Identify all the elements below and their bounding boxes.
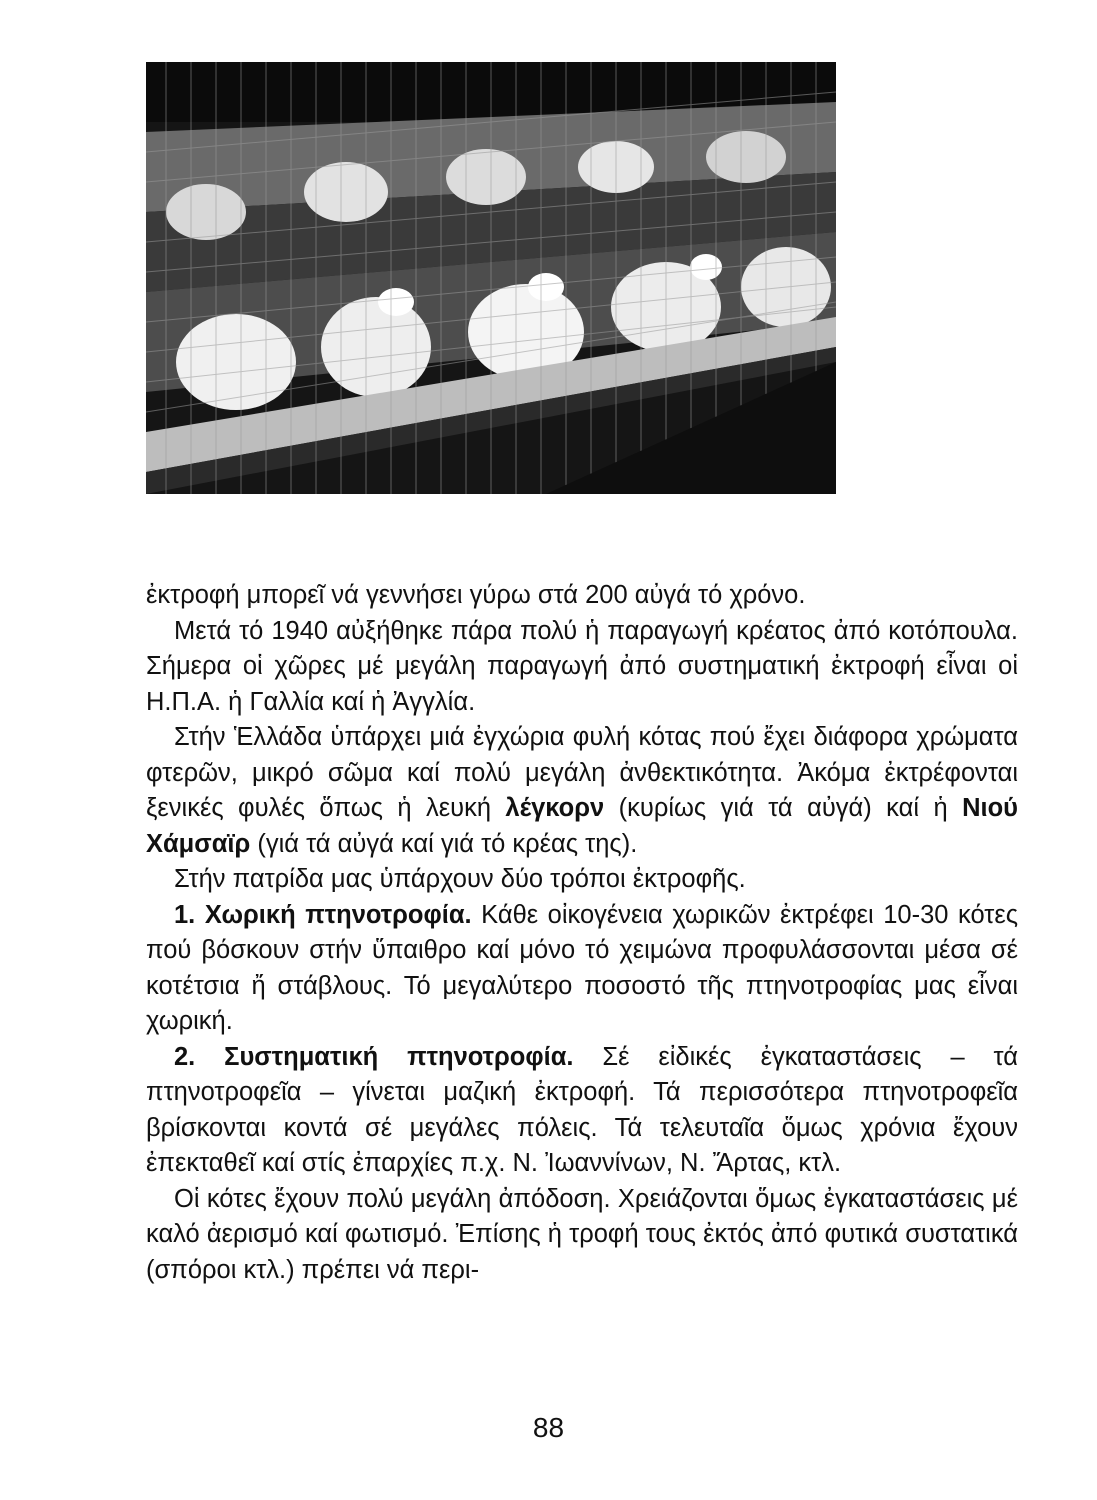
paragraph-7: Οἱ κότες ἔχουν πολύ μεγάλη ἀπόδοση. Χρειάζονται ὅμως ἐγκαταστάσεις μέ καλό ἀερισμό καί φωτισμό. Ἐπίσης ἡ τροφή τους ἐκτός ἀπό φυτικά συστατικά (σπόροι κτλ.) πρέπει νά περι- (146, 1184, 1018, 1284)
paragraph-4: Στήν πατρίδα μας ὑπάρχουν δύο τρόποι ἐκτροφῆς. (174, 865, 746, 893)
paragraph-6 (146, 1040, 1018, 1182)
breed-new-hampshire: Νιού Χάμσαϊρ (146, 794, 1018, 858)
poultry-cages-photo (146, 62, 836, 494)
breed-leghorn: λέγκορν (505, 794, 605, 822)
paragraph-6-text: Σέ εἰδικές ἐγκαταστάσεις – τά πτηνοτροφεῖα – γίνεται μαζική ἐκτροφή. Τά περισσότερα πτηνοτροφεῖα βρίσκονται κοντά σέ μεγάλες πόλεις. Τά τελευταῖα ὅμως χρόνια ἔχουν ἐπεκταθεῖ καί στίς ἐπαρχίες π.χ. Ν. Ἰωαννίνων, Ν. Ἄρτας, κτλ. (146, 1042, 1018, 1177)
paragraph-5-text: Κάθε οἰκογένεια χωρικῶν ἐκτρέφει 10-30 κότες πού βόσκουν στήν ὕπαιθρο καί μόνο τό χειμώνα προφυλάσσονται μέσα σέ κοτέτσια ἤ στάβλους. Τό μεγαλύτερο ποσοστό τῆς πτηνοτροφίας μας εἶναι χωρική. (146, 900, 1018, 1035)
page-number: 88 (532, 1412, 565, 1443)
paragraph-1: ἐκτροφή μπορεῖ νά γεννήσει γύρω στά 200 αὐγά τό χρόνο. (146, 581, 806, 609)
paragraph-3 (146, 720, 1018, 862)
paragraph-3-text-3: (γιά τά αὐγά καί γιά τό κρέας της). (250, 829, 638, 858)
paragraph-3-text-1: Στήν Ἑλλάδα ὑπάρχει μιά ἐγχώρια φυλή κότας πού ἔχει διάφορα χρώματα φτερῶν, μικρό σῶμα καί πολύ μεγάλη ἀνθεκτικότητα. Ἀκόμα ἐκτρέφονται ξενικές φυλές ὅπως ἡ λευκή (146, 723, 1018, 822)
paragraph-2: Μετά τό 1940 αὐξήθηκε πάρα πολύ ἡ παραγωγή κρέατος ἀπό κοτόπουλα. Σήμερα οἱ χῶρες μέ μεγάλη παραγωγή ἀπό συστηματική ἐκτροφή εἶναι οἱ Η.Π.Α. ἡ Γαλλία καί ἡ Ἀγγλία. (146, 616, 1018, 716)
systematic-poultry-heading: 2. Συστηματική πτηνοτροφία. (174, 1042, 574, 1071)
paragraph-5 (146, 898, 1018, 1040)
body-text (146, 578, 1018, 1288)
paragraph-3-text-2: (κυρίως γιά τά αὐγά) καί ἡ (604, 794, 963, 822)
rural-poultry-heading: 1. Χωρική πτηνοτροφία. (174, 900, 472, 929)
